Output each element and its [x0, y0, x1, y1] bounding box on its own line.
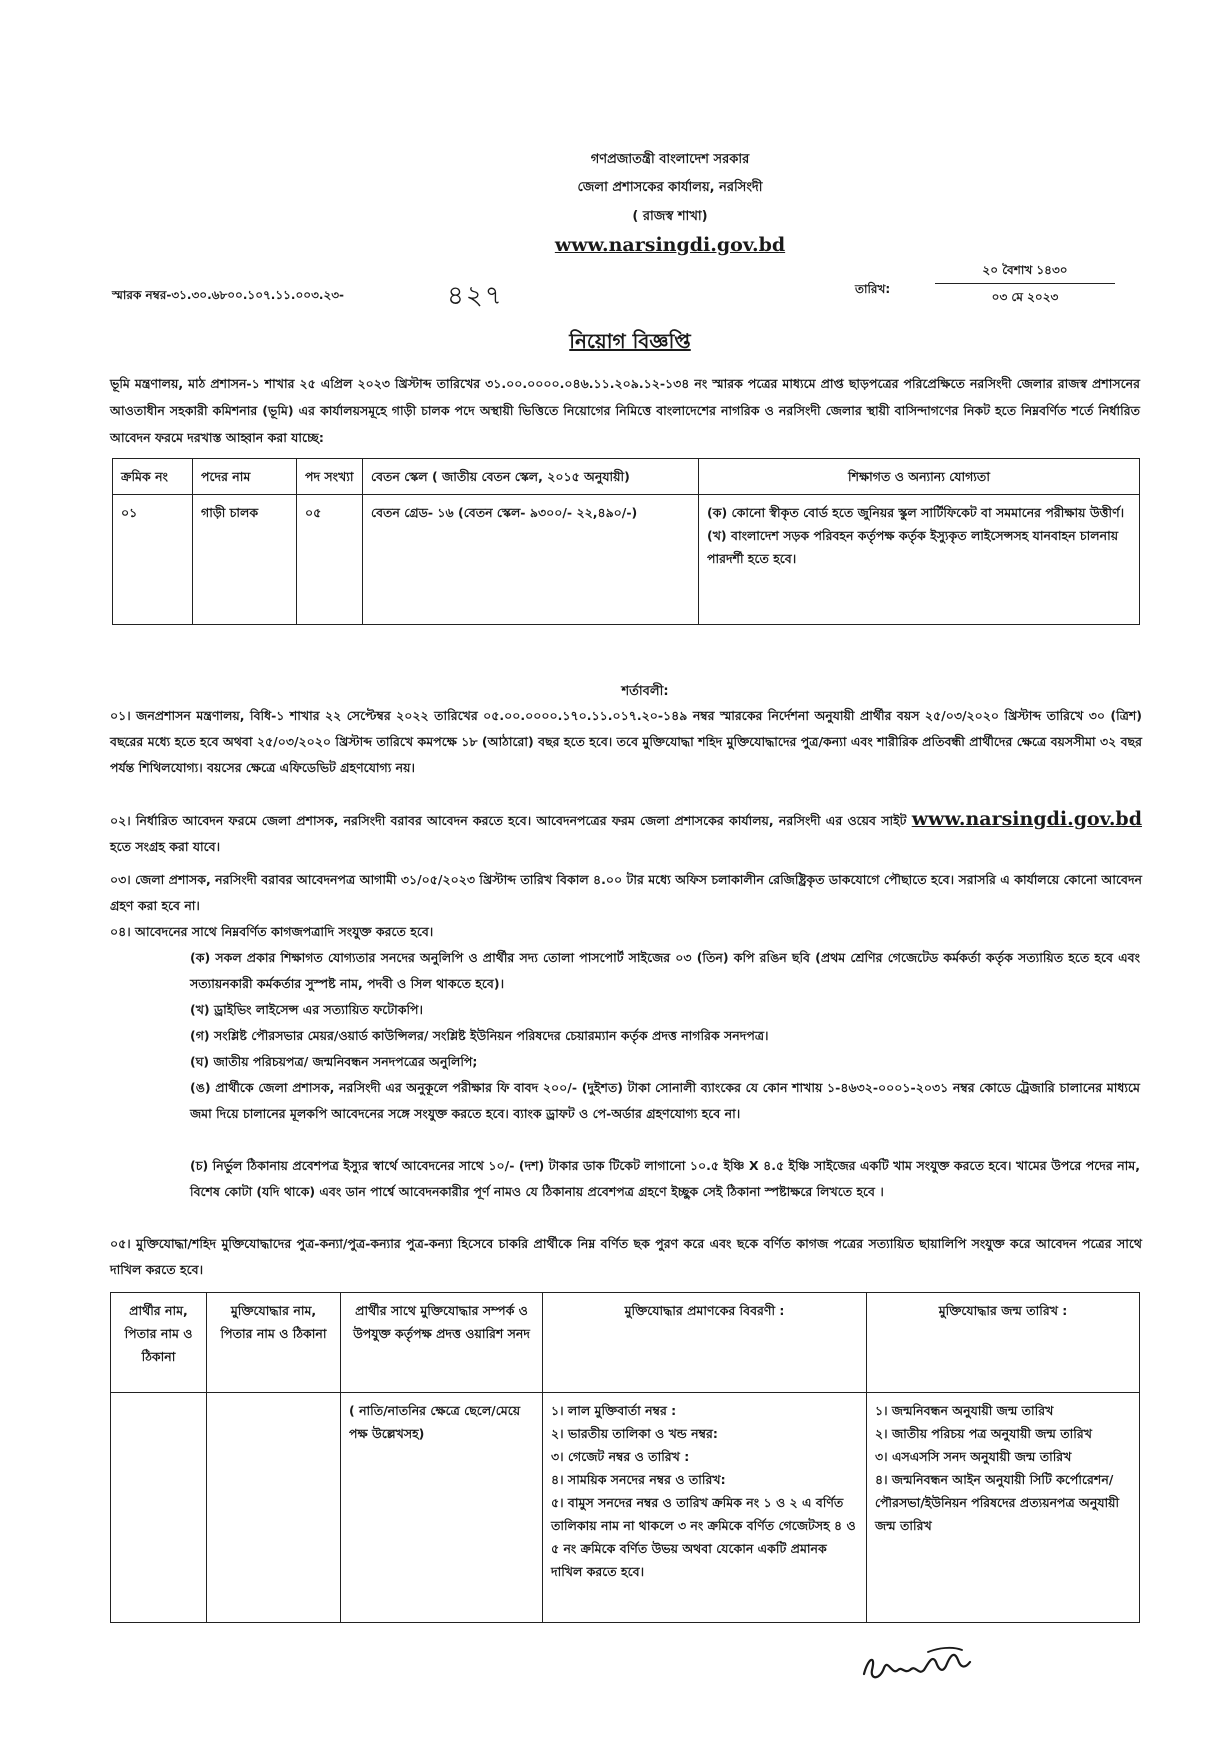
- govt-header: গণপ্রজাতন্ত্রী বাংলাদেশ সরকার: [590, 152, 750, 167]
- date-divider: [935, 283, 1115, 284]
- condition-4-cha: (চ) নির্ভুল ঠিকানায় প্রবেশপত্র ইস্যুর স্বার্থে আবেদনের সাথে ১০/- (দশ) টাকার ডাক টিকেট লাগানো ১০.৫ ইঞ্চি X ৪.৫ ইঞ্চি সাইজের একটি খাম সংযুক্ত করতে হবে। খামের উপরে পদের নাম, বিশেষ কোটা (যদি থাকে) এবং ডান পার্শ্বে আবেদনকারীর পূর্ণ নামও যে ঠিকানায় প্রবেশপত্র গ্রহণে ইচ্ছুক সেই ঠিকানা স্পষ্টাক্ষরে লিখতে হবে ।: [190, 1158, 1140, 1199]
- condition-4-uma: (ঙ) প্রার্থীকে জেলা প্রশাসক, নরসিংদী এর অনুকূলে পরীক্ষার ফি বাবদ ২০০/- (দুইশত) টাকা সোনালী ব্যাংকের যে কোন শাখায় ১-৪৬৩২-০০০১-২০৩১ নম্বর কোডে ট্রেজারি চালানের মাধ্যমে জমা দিয়ে চালানের মূলকপি আবেদনের সঙ্গে সংযুক্ত করতে হবে। ব্যাংক ড্রাফট ও পে-অর্ডার গ্রহণযোগ্য হবে না।: [190, 1080, 1140, 1121]
- cell-serial: ০১: [113, 495, 193, 625]
- cell-scale: বেতন গ্রেড- ১৬ (বেতন স্কেল- ৯৩০০/- ২২,৪৯০/-): [363, 495, 699, 625]
- condition-4-kha: (খ) ড্রাইভিং লাইসেন্স এর সত্যায়িত ফটোকপি।: [190, 1002, 423, 1017]
- date-label: তারিখ:: [855, 282, 891, 296]
- condition-2-website[interactable]: www.narsingdi.gov.bd: [911, 808, 1142, 830]
- ff-cell-proof: [543, 1393, 867, 1623]
- ff-cell-applicant: [111, 1393, 207, 1623]
- conditions-title: শর্তাবলী:: [621, 684, 669, 699]
- cell-post: গাড়ী চালক: [193, 495, 297, 625]
- memo-number: স্মারক নম্বর-৩১.৩০.৬৮০০.১০৭.১১.০০৩.২৩-: [112, 288, 345, 302]
- qualification-a: (ক) কোনো স্বীকৃত বোর্ড হতে জুনিয়র স্কুল সার্টিফিকেট বা সমমানের পরীক্ষায় উত্তীর্ণ।: [707, 505, 1125, 520]
- ff-header-proof: মুক্তিযোদ্ধার প্রমাণকের বিবরণী :: [543, 1293, 867, 1393]
- condition-2-end: হতে সংগ্রহ করা যাবে।: [110, 839, 221, 854]
- section-header: ( রাজস্ব শাখা): [632, 209, 708, 224]
- condition-4: ০৪। আবেদনের সাথে নিম্নবর্ণিত কাগজপত্রাদি সংযুক্ত করতে হবে।: [110, 924, 434, 939]
- dob-item-1: ১। জন্মনিবন্ধন অনুযায়ী জন্ম তারিখ: [875, 1403, 1054, 1418]
- condition-4-gha: (ঘ) জাতীয় পরিচয়পত্র/ জন্মনিবন্ধন সনদপত্রের অনুলিপি;: [190, 1054, 478, 1069]
- header-scale: বেতন স্কেল ( জাতীয় বেতন স্কেল, ২০১৫ অনুযায়ী): [363, 459, 699, 495]
- ff-cell-relation: ( নাতি/নাতনির ক্ষেত্রে ছেলে/মেয়ে পক্ষ উল্লেখসহ): [341, 1393, 543, 1623]
- table-row: [113, 495, 1140, 625]
- proof-item-4: ৪। সাময়িক সনদের নম্বর ও তারিখ:: [551, 1472, 726, 1487]
- ff-header-applicant: প্রার্থীর নাম, পিতার নাম ও ঠিকানা: [111, 1293, 207, 1393]
- header-qualification: শিক্ষাগত ও অন্যান্য যোগ্যতা: [699, 459, 1140, 495]
- header-post: পদের নাম: [193, 459, 297, 495]
- condition-1: ০১। জনপ্রশাসন মন্ত্রণালয়, বিধি-১ শাখার ২২ সেপ্টেম্বর ২০২২ তারিখের ০৫.০০.০০০০.১৭০.১১.০১৭.২০-১৪৯ নম্বর স্মারকের নির্দেশনা অনুযায়ী প্রার্থীর বয়স ২৫/০৩/২০২০ খ্রিস্টাব্দ তারিখে ৩০ (ত্রিশ) বছরের মধ্যে হতে হবে অথবা ২৫/০৩/২০২০ খ্রিস্টাব্দ তারিখে কমপক্ষে ১৮ (আঠারো) বছর হতে হবে। তবে মুক্তিযোদ্ধা শহিদ মুক্তিযোদ্ধাদের পুত্র/কন্যা এবং শারীরিক প্রতিবন্ধী প্রার্থীদের ক্ষেত্রে বয়সসীমা ৩২ বছর পর্যন্ত শিথিলযোগ্য। বয়সের ক্ষেত্রে এফিডেভিট গ্রহণযোগ্য নয়।: [110, 708, 1142, 775]
- condition-2-text: ০২। নির্ধারিত আবেদন ফরমে জেলা প্রশাসক, নরসিংদী বরাবর আবেদন করতে হবে। আবেদনপত্রের ফরম জেলা প্রশাসকের কার্যালয়, নরসিংদী এর ওয়েব সাইট: [110, 813, 907, 828]
- condition-4-ka: (ক) সকল প্রকার শিক্ষাগত যোগ্যতার সনদের অনুলিপি ও প্রার্থীর সদ্য তোলা পাসপোর্ট সাইজের ০৩ (তিন) কপি রঙিন ছবি (প্রথম শ্রেণির গেজেটেড কর্মকর্তা কর্তৃক সত্যায়িত হতে হবে এবং সত্যায়নকারী কর্মকর্তার সুস্পষ্ট নাম, পদবী ও সিল থাকতে হবে)।: [190, 950, 1140, 991]
- freedom-fighter-table: [110, 1292, 1140, 1623]
- table-header-row: [111, 1293, 1140, 1393]
- date-bangla: ২০ বৈশাখ ১৪৩০: [982, 263, 1068, 277]
- condition-4-ga: (গ) সংশ্লিষ্ট পৌরসভার মেয়র/ওয়ার্ড কাউন্সিলর/ সংশ্লিষ্ট ইউনিয়ন পরিষদের চেয়ারম্যান কর্তৃক প্রদত্ত নাগরিক সনদপত্র।: [190, 1028, 769, 1043]
- header-count: পদ সংখ্যা: [297, 459, 363, 495]
- cell-qualification: [699, 495, 1140, 625]
- dob-item-4: ৪। জন্মনিবন্ধন আইন অনুযায়ী সিটি কর্পোরেশন/পৌরসভা/ইউনিয়ন পরিষদের প্রত্যয়নপত্র অনুযায়ী জন্ম তারিখ: [875, 1472, 1120, 1533]
- condition-2: [110, 806, 1142, 860]
- page-title: নিয়োগ বিজ্ঞপ্তি: [569, 329, 691, 353]
- cell-count: ০৫: [297, 495, 363, 625]
- dob-item-3: ৩। এসএসসি সনদ অনুযায়ী জন্ম তারিখ: [875, 1449, 1072, 1464]
- proof-item-2: ২। ভারতীয় তালিকা ও খন্ড নম্বর:: [551, 1426, 718, 1441]
- signature: [858, 1640, 978, 1690]
- office-header: জেলা প্রশাসকের কার্যালয়, নরসিংদী: [577, 180, 763, 195]
- date-english: ০৩ মে ২০২৩: [991, 290, 1059, 304]
- post-table: [112, 458, 1140, 625]
- proof-item-3: ৩। গেজেট নম্বর ও তারিখ :: [551, 1449, 690, 1464]
- table-row: [111, 1393, 1140, 1623]
- dob-item-2: ২। জাতীয় পরিচয় পত্র অনুযায়ী জন্ম তারিখ: [875, 1426, 1092, 1441]
- intro-paragraph: ভূমি মন্ত্রণালয়, মাঠ প্রশাসন-১ শাখার ২৫ এপ্রিল ২০২৩ খ্রিস্টাব্দ তারিখের ৩১.০০.০০০০.০৪৬.১১.২০৯.১২-১৩৪ নং স্মারক পত্রের মাধ্যমে প্রাপ্ত ছাড়পত্রের পরিপ্রেক্ষিতে নরসিংদী জেলার রাজস্ব প্রশাসনের আওতাধীন সহকারী কমিশনার (ভূমি) এর কার্যালয়সমূহে গাড়ী চালক পদে অস্থায়ী ভিত্তিতে নিয়োগের নিমিত্তে বাংলাদেশের নাগরিক ও নরসিংদী জেলার স্থায়ী বাসিন্দাগণের নিকট হতে নিম্নবর্ণিত শর্তে নির্ধারিত আবেদন ফরমে দরখাস্ত আহ্বান করা যাচ্ছে:: [110, 376, 1140, 445]
- proof-item-1: ১। লাল মুক্তিবার্তা নম্বর :: [551, 1403, 677, 1418]
- qualification-b: (খ) বাংলাদেশ সড়ক পরিবহন কর্তৃপক্ষ কর্তৃক ইস্যুকৃত লাইসেন্সসহ যানবাহন চালনায় পারদর্শী হতে হবে।: [707, 528, 1119, 566]
- ff-header-relation: প্রার্থীর সাথে মুক্তিযোদ্ধার সম্পর্ক ও উপযুক্ত কর্তৃপক্ষ প্রদত্ত ওয়ারিশ সনদ: [341, 1293, 543, 1393]
- ff-cell-dob: [867, 1393, 1140, 1623]
- condition-5: ০৫। মুক্তিযোদ্ধা/শহিদ মুক্তিযোদ্ধাদের পুত্র-কন্যা/পুত্র-কন্যার পুত্র-কন্যা হিসেবে চাকরি প্রার্থীকে নিম্ন বর্ণিত ছক পুরণ করে এবং ছকে বর্ণিত কাগজ পত্রের সত্যায়িত ছায়ালিপি সংযুক্ত করে আবেদন পত্রের সাথে দাখিল করতে হবে।: [110, 1236, 1142, 1277]
- ff-cell-fighter: [207, 1393, 341, 1623]
- condition-3: ০৩। জেলা প্রশাসক, নরসিংদী বরাবর আবেদনপত্র আগামী ৩১/০৫/২০২৩ খ্রিস্টাব্দ তারিখ বিকাল ৪.০০ টার মধ্যে অফিস চলাকালীন রেজিষ্ট্রিকৃত ডাকযোগে পৌছাতে হবে। সরাসরি এ কার্যালয়ে কোনো আবেদন গ্রহণ করা হবে না।: [110, 872, 1142, 913]
- website-link[interactable]: www.narsingdi.gov.bd: [554, 234, 786, 256]
- ff-header-fighter: মুক্তিযোদ্ধার নাম, পিতার নাম ও ঠিকানা: [207, 1293, 341, 1393]
- header-serial: ক্রমিক নং: [113, 459, 193, 495]
- memo-handwritten-number: ৪২৭: [447, 281, 504, 311]
- table-header-row: [113, 459, 1140, 495]
- proof-item-5: ৫। বামুস সনদের নম্বর ও তারিখ ক্রমিক নং ১ ও ২ এ বর্ণিত তালিকায় নাম না থাকলে ৩ নং ক্রমিকে বর্ণিত গেজেটসহ ৪ ও ৫ নং ক্রমিকে বর্ণিত উভয় অথবা যেকোন একটি প্রমানক দাখিল করতে হবে।: [551, 1495, 856, 1579]
- ff-header-dob: মুক্তিযোদ্ধার জন্ম তারিখ :: [867, 1293, 1140, 1393]
